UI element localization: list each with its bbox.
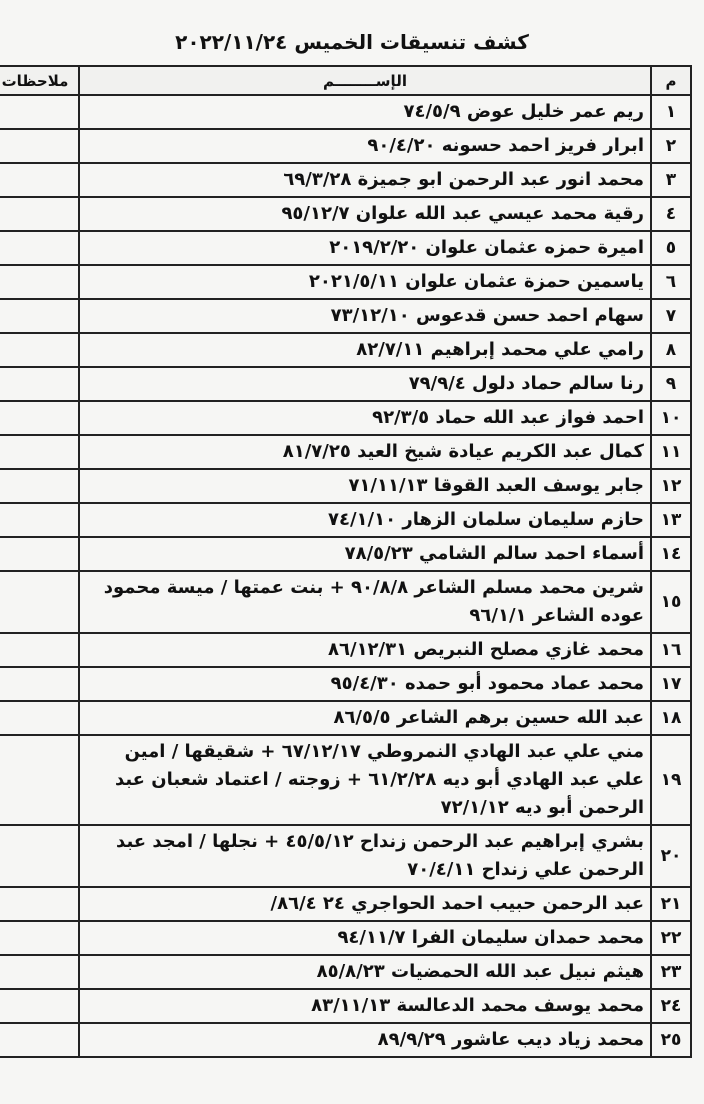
row-notes [0,333,79,367]
row-notes [0,503,79,537]
table-row [0,401,691,435]
names-table [0,65,692,1058]
row-name: عبد الله حسين برهم الشاعر ٨٦/٥/٥ [79,701,651,735]
row-name: محمد حمدان سليمان الفرا ٩٤/١١/٧ [79,921,651,955]
row-number: ٢٢ [651,921,691,955]
row-notes [0,667,79,701]
header-name: الإســــــــم [79,66,651,95]
row-name: جابر يوسف العبد القوقا ٧١/١١/١٣ [79,469,651,503]
table-row [0,537,691,571]
row-number: ١ [651,95,691,129]
row-name: محمد زياد ديب عاشور ٨٩/٩/٢٩ [79,1023,651,1057]
row-notes [0,921,79,955]
table-row [0,571,691,633]
table-row [0,231,691,265]
row-notes [0,537,79,571]
row-number: ١٤ [651,537,691,571]
row-notes [0,367,79,401]
row-name: ريم عمر خليل عوض ٧٤/٥/٩ [79,95,651,129]
table-row [0,701,691,735]
table-header-row [0,66,691,95]
row-number: ١٧ [651,667,691,701]
row-notes [0,701,79,735]
row-notes [0,887,79,921]
row-number: ١٠ [651,401,691,435]
table-row [0,735,691,825]
table-row [0,163,691,197]
row-name: سهام احمد حسن قدعوس ٧٣/١٢/١٠ [79,299,651,333]
row-notes [0,633,79,667]
row-notes [0,197,79,231]
row-name: اميرة حمزه عثمان علوان ٢٠١٩/٢/٢٠ [79,231,651,265]
table-row [0,667,691,701]
row-name: هيثم نبيل عبد الله الحمضيات ٨٥/٨/٢٣ [79,955,651,989]
row-number: ٢٥ [651,1023,691,1057]
row-notes [0,735,79,825]
table-row [0,435,691,469]
row-notes [0,469,79,503]
row-number: ٢١ [651,887,691,921]
header-notes: ملاحظات [0,66,79,95]
table-row [0,887,691,921]
row-name: رامي علي محمد إبراهيم ٨٢/٧/١١ [79,333,651,367]
table-row [0,955,691,989]
table-row [0,129,691,163]
row-number: ١١ [651,435,691,469]
row-notes [0,401,79,435]
row-notes [0,163,79,197]
row-number: ٥ [651,231,691,265]
table-row [0,1023,691,1057]
table-row [0,95,691,129]
row-number: ١٥ [651,571,691,633]
row-name: أسماء احمد سالم الشامي ٧٨/٥/٢٣ [79,537,651,571]
table-row [0,333,691,367]
table-row [0,299,691,333]
row-name: رنا سالم حماد دلول ٧٩/٩/٤ [79,367,651,401]
row-notes [0,231,79,265]
row-name: ياسمين حمزة عثمان علوان ٢٠٢١/٥/١١ [79,265,651,299]
row-notes [0,571,79,633]
row-number: ١٦ [651,633,691,667]
row-notes [0,989,79,1023]
row-name: ابرار فريز احمد حسونه ٩٠/٤/٢٠ [79,129,651,163]
row-number: ٩ [651,367,691,401]
table-row [0,469,691,503]
row-number: ٢٠ [651,825,691,887]
row-number: ١٨ [651,701,691,735]
row-name: رقية محمد عيسي عبد الله علوان ٩٥/١٢/٧ [79,197,651,231]
row-number: ١٣ [651,503,691,537]
table-row [0,197,691,231]
row-number: ٢٣ [651,955,691,989]
row-name: مني علي عبد الهادي النمروطي ٦٧/١٢/١٧ + شقيقها / امين علي عبد الهادي أبو ديه ٦١/٢/٢٨ + زوجته / اعتماد شعبان عبد الرحمن أبو ديه ٧٢/١/١٢ [79,735,651,825]
table-row [0,265,691,299]
row-number: ٦ [651,265,691,299]
row-notes [0,435,79,469]
row-number: ٨ [651,333,691,367]
row-notes [0,1023,79,1057]
row-notes [0,265,79,299]
row-notes [0,825,79,887]
row-number: ١٩ [651,735,691,825]
row-name: احمد فواز عبد الله حماد ٩٢/٣/٥ [79,401,651,435]
row-notes [0,95,79,129]
table-row [0,825,691,887]
row-name: عبد الرحمن حبيب احمد الحواجري ٢٤ ٨٦/٤/ [79,887,651,921]
table-row [0,503,691,537]
table-row [0,633,691,667]
row-notes [0,299,79,333]
row-name: كمال عبد الكريم عيادة شيخ العيد ٨١/٧/٢٥ [79,435,651,469]
row-number: ٤ [651,197,691,231]
row-number: ٢٤ [651,989,691,1023]
row-number: ٣ [651,163,691,197]
row-name: محمد انور عبد الرحمن ابو جميزة ٦٩/٣/٢٨ [79,163,651,197]
row-notes [0,955,79,989]
table-row [0,989,691,1023]
row-number: ١٢ [651,469,691,503]
row-name: شرين محمد مسلم الشاعر ٩٠/٨/٨ + بنت عمتها / ميسة محمود عوده الشاعر ٩٦/١/١ [79,571,651,633]
row-name: محمد غازي مصلح النبريص ٨٦/١٢/٣١ [79,633,651,667]
row-name: محمد عماد محمود أبو حمده ٩٥/٤/٣٠ [79,667,651,701]
row-notes [0,129,79,163]
row-number: ٢ [651,129,691,163]
row-name: حازم سليمان سلمان الزهار ٧٤/١/١٠ [79,503,651,537]
table-row [0,921,691,955]
row-number: ٧ [651,299,691,333]
document-title: كشف تنسيقات الخميس ٢٠٢٢/١١/٢٤ [175,30,529,54]
row-name: بشري إبراهيم عبد الرحمن زنداح ٤٥/٥/١٢ + نجلها / امجد عبد الرحمن علي زنداح ٧٠/٤/١١ [79,825,651,887]
header-number: م [651,66,691,95]
row-name: محمد يوسف محمد الدعالسة ٨٣/١١/١٣ [79,989,651,1023]
table-row [0,367,691,401]
